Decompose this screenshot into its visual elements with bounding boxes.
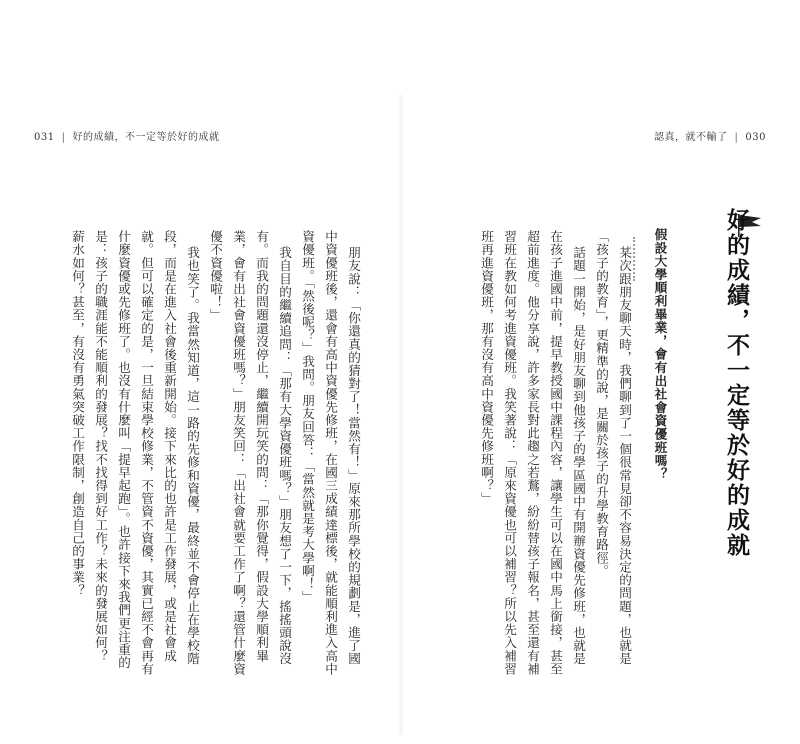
chapter-title: 好的成績，不一定等於好的成就: [723, 208, 750, 558]
right-body-line: 班再進資優班，那有沒有高中資優先修班啊？」: [479, 230, 494, 506]
left-body-line: 就。但可以確定的是，一旦結束學校修業，不管資不資優，其實已經不會再有: [139, 230, 154, 676]
right-body-line: 某次跟朋友聊天時，我們聊到了一個很常見卻不容易決定的問題，也就是: [617, 246, 632, 666]
left-body-line: 資優班。「然後呢？」我問。朋友回答：「當然就是考大學啊！」: [300, 230, 315, 604]
right-body-line: 話題一開始，是好朋友聊到他孩子的學區國中有開辦資優先修班，也就是: [571, 246, 586, 666]
left-body-line: 業，會有出社會資優班嗎？」朋友笑回：「出社會就要工作了啊？還管什麼資: [231, 230, 246, 676]
right-body-line: 超前進度。他分享說，許多家長對此趨之若鶩，紛紛替孩子報名，甚至還有補: [525, 230, 540, 676]
left-body-line: 朋友說：「你還真的猜對了！當然有！」原來那所學校的規劃是，進了國: [346, 246, 361, 666]
left-body-line: 是：孩子的職涯能不能順利的發展？找不找得到好工作？未來的發展如何？: [93, 230, 108, 663]
left-body-line: 優不資優啦！」: [208, 230, 223, 322]
dotted-divider: [633, 237, 635, 281]
section-subtitle: 假設大學順利畢業，會有出社會資優班嗎？: [653, 228, 668, 481]
left-body-line: 有。而我的問題還沒停止，繼續開玩笑的問：「那你覺得，假設大學順利畢: [254, 230, 269, 663]
left-body-line: 我自目的繼續追問：「那有大學資優班嗎？」朋友想了一下，搖搖頭說沒: [277, 246, 292, 666]
right-body-line: 習班在教如何考進資優班。我笑著說：「原來資優也可以補習？所以先入補習: [502, 230, 517, 676]
right-header-title: 認真，就不輸了: [654, 132, 728, 143]
left-body-line: 我也笑了。我當然知道，這一路的先修和資優，最終並不會停止在學校階: [185, 246, 200, 666]
left-body-line: 段，而是在進入社會後重新開始。接下來比的也許是工作發展，或是社會成: [162, 230, 177, 663]
left-body-line: 薪水如何？甚至，有沒有勇氣突破工作限制，創造自己的事業？: [70, 230, 85, 597]
header-separator: |: [61, 132, 66, 143]
left-page-number: 031: [34, 132, 55, 143]
right-running-header: [654, 128, 766, 143]
left-running-header: [34, 128, 219, 143]
right-page-number: 030: [745, 132, 766, 143]
header-separator: |: [734, 132, 739, 143]
right-body-line: 「孩子的教育」，更精準的說，是關於孩子的升學教育路徑。: [594, 230, 609, 578]
left-body-line: 什麼資優或先修班了。也沒有什麼叫「提早起跑」。也許接下來我們更注重的: [116, 230, 131, 670]
left-header-title: 好的成績，不一定等於好的成就: [72, 132, 220, 143]
page-gutter: [398, 95, 404, 735]
right-body-line: 在孩子進國中前，提早教授國中課程內容，讓學生可以在國中馬上銜接，甚至: [548, 230, 563, 676]
left-body-line: 中資優班後，還會有高中資優先修班，在國三成績達標後，就能順利進入高中: [323, 230, 338, 676]
